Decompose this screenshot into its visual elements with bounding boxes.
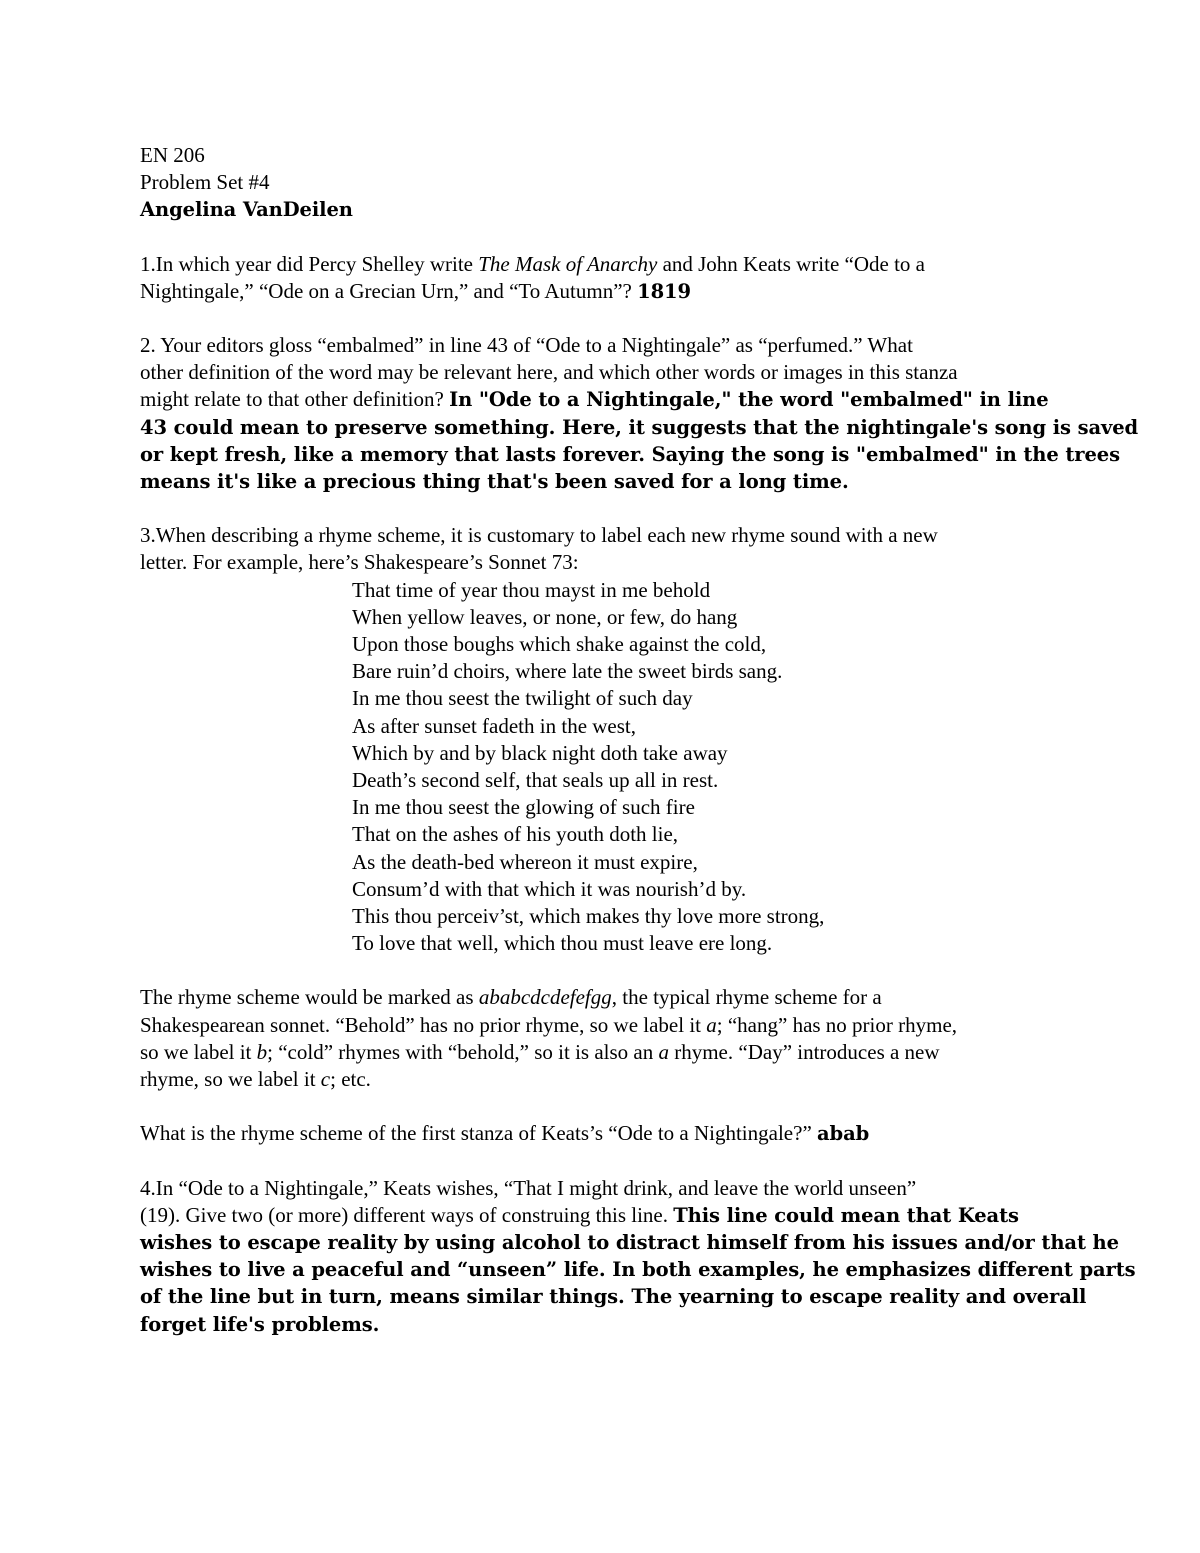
question-4: [140, 1175, 1136, 1338]
q2-line-2: other definition of the word may be relevant here, and which other words or images in this stanza: [140, 360, 958, 385]
q4-answer-line: wishes to live a peaceful and “unseen” life. In both examples, he emphasizes different parts: [140, 1258, 1136, 1282]
explanation-text: ; “cold” rhymes with “behold,” so it is also an: [267, 1039, 659, 1064]
rhyme-letter: a: [658, 1039, 669, 1064]
explanation-text: ; etc.: [330, 1067, 371, 1092]
sonnet-line: Upon those boughs which shake against the cold,: [352, 632, 767, 657]
explanation-text: ; “hang” has no prior rhyme,: [716, 1012, 958, 1037]
question-1: [140, 251, 1070, 305]
q2-line3-plain: might relate to that other definition?: [140, 387, 450, 412]
sonnet-line: Bare ruin’d choirs, where late the sweet birds sang.: [352, 659, 783, 684]
explanation-line-2: [140, 1012, 1070, 1039]
explanation-text: The rhyme scheme would be marked as: [140, 985, 479, 1010]
q4-line2-plain: (19). Give two (or more) different ways of construing this line.: [140, 1202, 674, 1227]
q1-middle: and John Keats write “Ode to a: [657, 251, 925, 276]
q1-line-1: [140, 251, 1070, 278]
q2-answer-line: or kept fresh, like a memory that lasts forever. Saying the song is "embalmed" in the trees: [140, 442, 1120, 466]
rhyme-scheme-explanation: [140, 984, 1070, 1093]
explanation-text: rhyme. “Day” introduces a new: [668, 1039, 940, 1064]
explanation-text: Shakespearean sonnet. “Behold” has no prior rhyme, so we label it: [140, 1012, 707, 1037]
q2-line-1: 2. Your editors gloss “embalmed” in line 43 of “Ode to a Nightingale” as “perfumed.” What: [140, 333, 913, 358]
problem-set-title: Problem Set #4: [140, 170, 270, 195]
explanation-line-1: [140, 984, 1070, 1011]
explanation-text: so we label it: [140, 1039, 257, 1064]
rhyme-letter: b: [256, 1039, 268, 1064]
q3-intro-line-2: letter. For example, here’s Shakespeare’s Sonnet 73:: [140, 550, 579, 575]
question-3: [140, 522, 1070, 957]
q1-line2-text: Nightingale,” “Ode on a Grecian Urn,” and “To Autumn”?: [140, 278, 638, 303]
course-code: EN 206: [140, 143, 205, 167]
q2-answer-start: In "Ode to a Nightingale," the word "embalmed" in line: [449, 388, 1049, 412]
explanation-text: rhyme, so we label it: [140, 1067, 321, 1092]
sonnet-line: As after sunset fadeth in the west,: [352, 713, 637, 738]
q4-line-1: 4.In “Ode to a Nightingale,” Keats wishes, “That I might drink, and leave the world unseen”: [140, 1175, 917, 1200]
header-block: [140, 142, 1070, 224]
student-name: Angelina VanDeilen: [140, 198, 353, 222]
q3-answer: abab: [817, 1122, 870, 1146]
rhyme-letter: c: [320, 1067, 331, 1092]
sonnet-line: In me thou seest the twilight of such day: [352, 686, 693, 711]
q3-question: [140, 1120, 1070, 1147]
question-2: [140, 332, 1139, 495]
sonnet-line: Consum’d with that which it was nourish’d by.: [352, 876, 747, 901]
q2-answer-line: means it's like a precious thing that's been saved for a long time.: [140, 470, 849, 494]
q1-prefix: 1.In which year did Percy Shelley write: [140, 251, 479, 276]
sonnet-line: When yellow leaves, or none, or few, do hang: [352, 604, 738, 629]
rhyme-letter: a: [706, 1012, 717, 1037]
q4-answer-line: wishes to escape reality by using alcohol to distract himself from his issues and/or that he: [140, 1230, 1119, 1254]
q3-intro-line-1: 3.When describing a rhyme scheme, it is customary to label each new rhyme sound with a new: [140, 523, 938, 548]
sonnet-73: [352, 577, 1070, 958]
q4-line-2: [140, 1202, 1070, 1229]
q1-answer: 1819: [637, 279, 691, 303]
q4-answer-start: This line could mean that Keats: [673, 1203, 1019, 1227]
q3-question-text: What is the rhyme scheme of the first stanza of Keats’s “Ode to a Nightingale?”: [140, 1121, 818, 1146]
q4-answer-line: of the line but in turn, means similar things. The yearning to escape reality and overall: [140, 1285, 1087, 1309]
q2-line-3: [140, 386, 1070, 413]
sonnet-line: Which by and by black night doth take away: [352, 740, 728, 765]
explanation-text: , the typical rhyme scheme for a: [611, 985, 882, 1010]
explanation-line-4: [140, 1066, 1070, 1093]
q2-answer-line: 43 could mean to preserve something. Here, it suggests that the nightingale's song is saved: [140, 415, 1139, 439]
sonnet-line: To love that well, which thou must leave ere long.: [352, 931, 773, 956]
sonnet-line: This thou perceiv’st, which makes thy love more strong,: [352, 904, 825, 929]
q1-line-2: [140, 278, 1070, 305]
sonnet-line: That on the ashes of his youth doth lie,: [352, 822, 679, 847]
q1-work-title: The Mask of Anarchy: [478, 251, 658, 276]
sonnet-line: In me thou seest the glowing of such fire: [352, 795, 695, 820]
q4-answer-line: forget life's problems.: [140, 1312, 380, 1336]
explanation-line-3: [140, 1039, 1070, 1066]
rhyme-scheme-example: ababcdcdefefgg: [478, 985, 612, 1010]
document-page: [140, 142, 1139, 1365]
sonnet-line: That time of year thou mayst in me behold: [352, 577, 711, 602]
sonnet-line: As the death-bed whereon it must expire,: [352, 849, 698, 874]
sonnet-line: Death’s second self, that seals up all in rest.: [352, 768, 719, 793]
q3-question-line: [140, 1120, 1070, 1147]
